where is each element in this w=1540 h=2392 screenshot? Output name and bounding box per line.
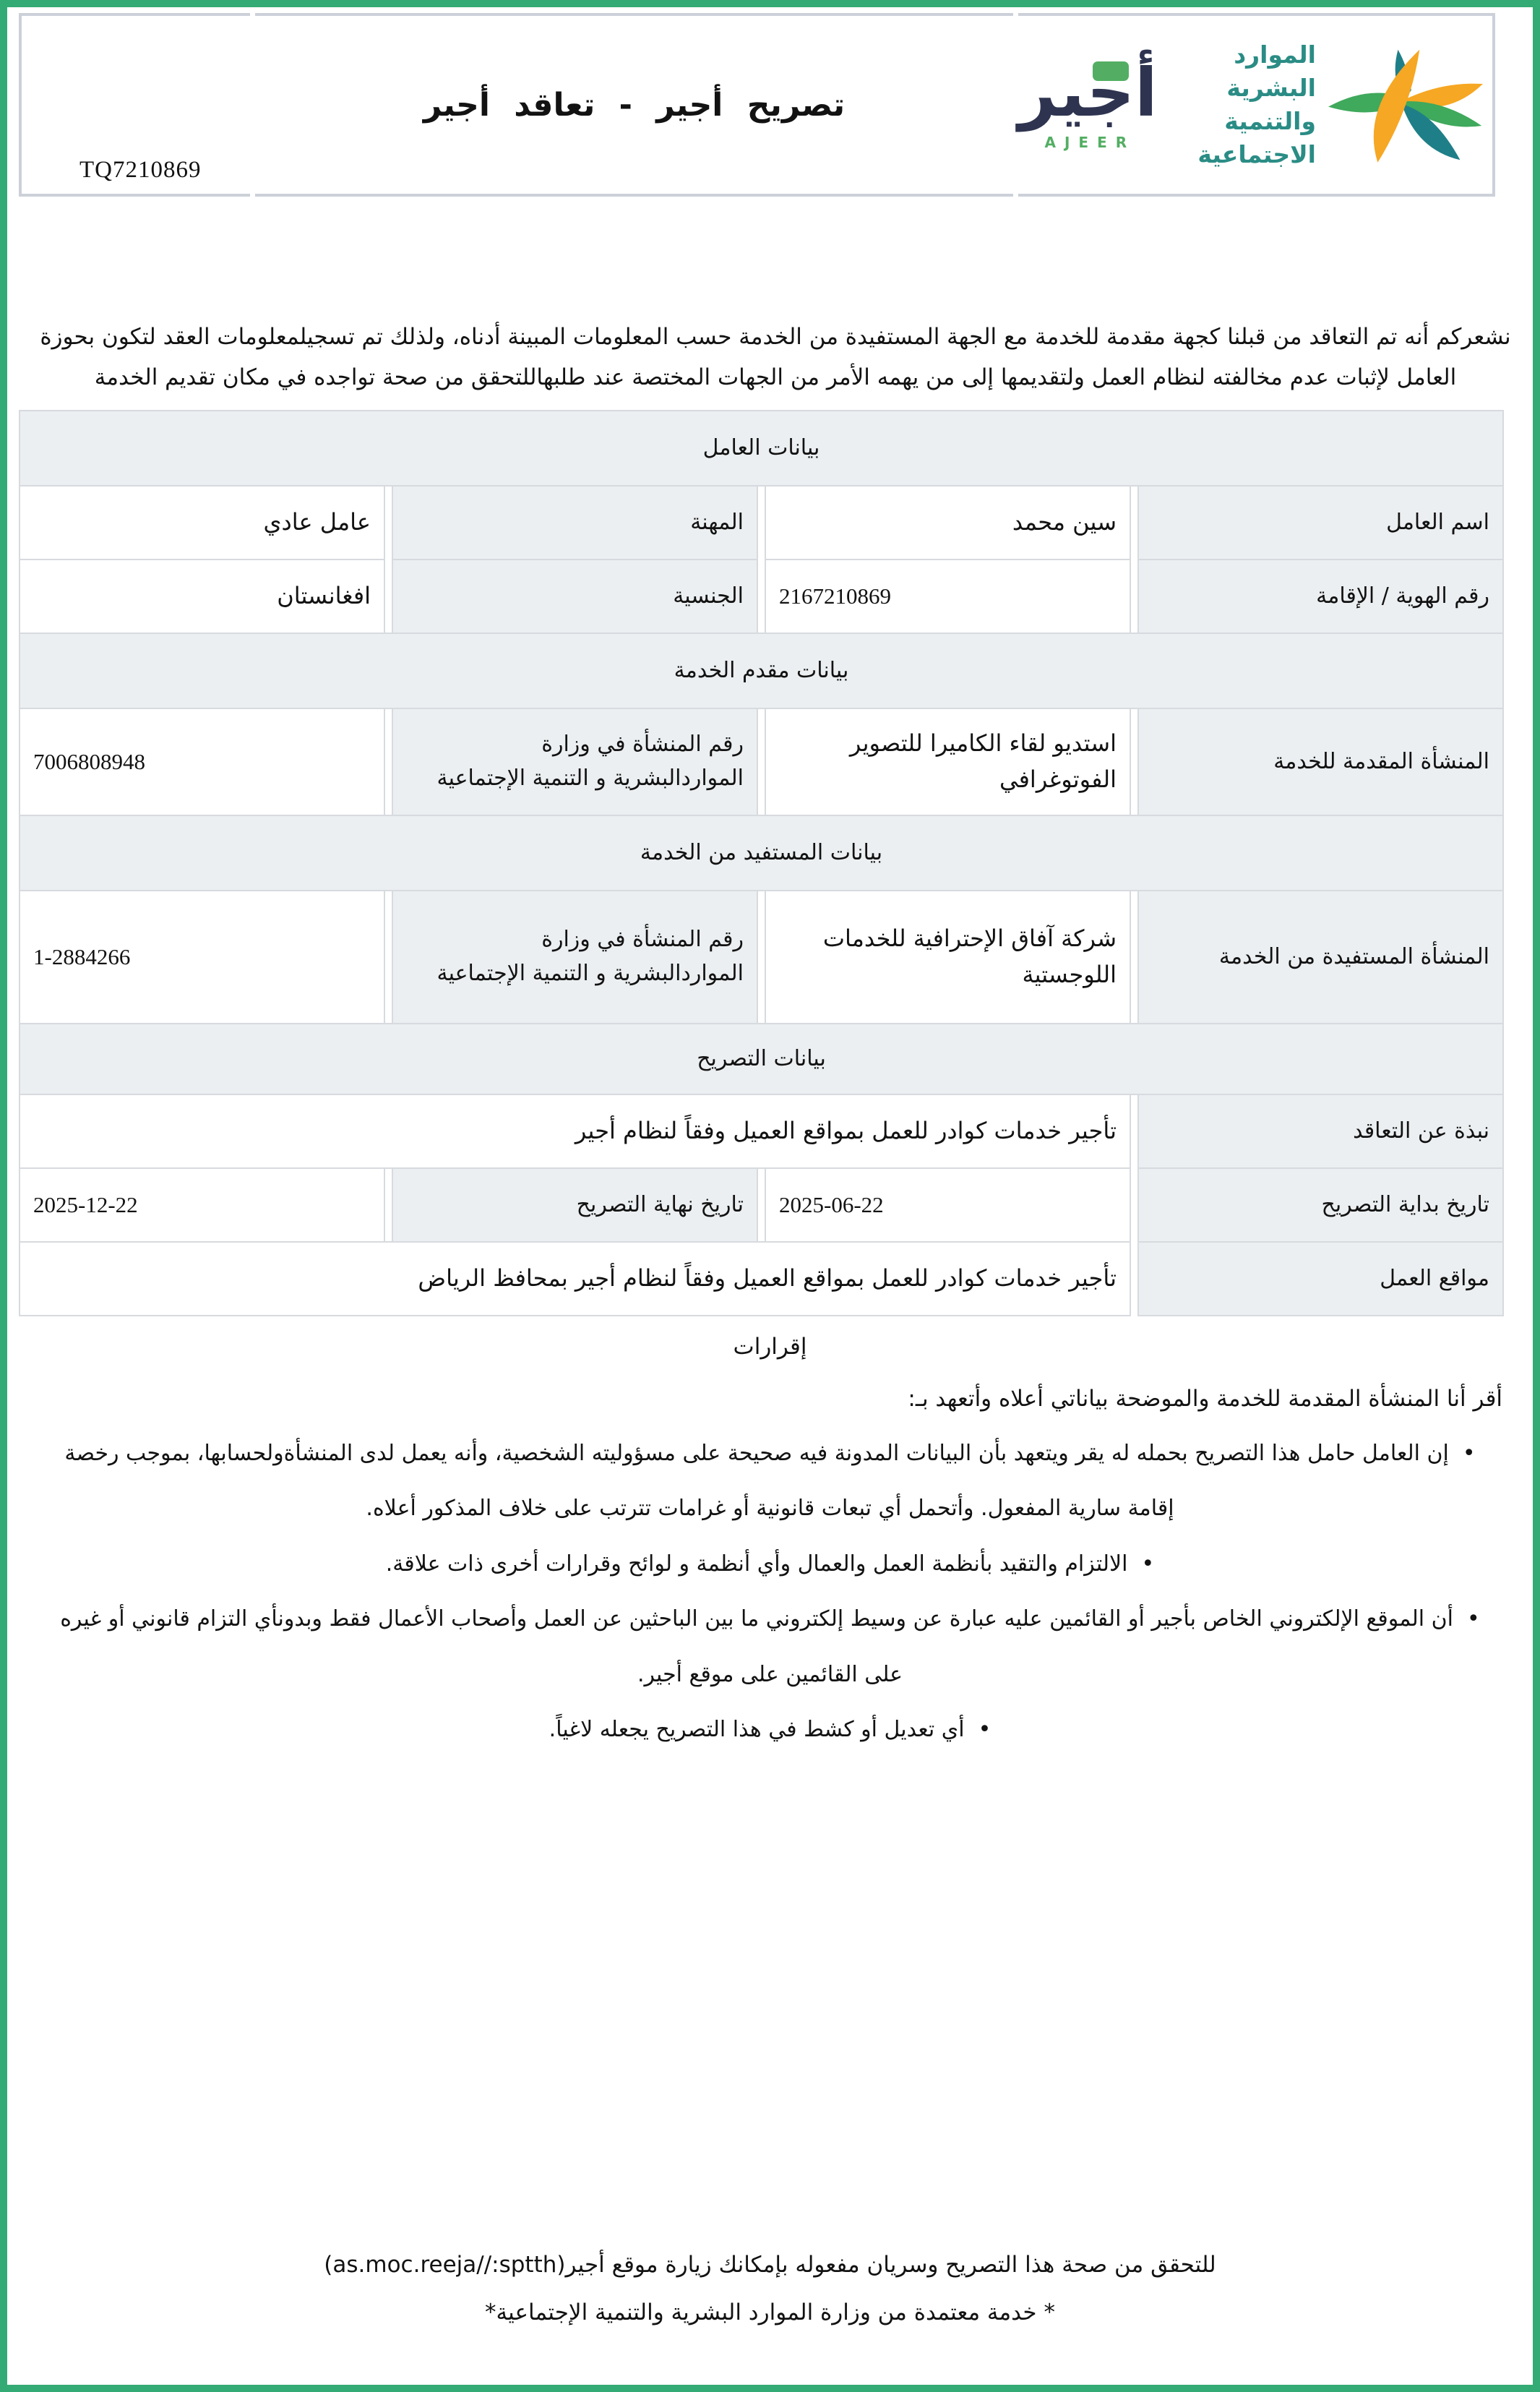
logos-box — [1018, 13, 1495, 197]
contract-summary-value: تأجير خدمات كوادر للعمل بمواقع العميل وفقاً لنظام أجير — [19, 1094, 1131, 1169]
section-header-provider: بيانات مقدم الخدمة — [19, 633, 1504, 709]
table-row-permit-dates — [19, 1167, 1504, 1243]
id-number-label: رقم الهوية / الإقامة — [1137, 559, 1504, 634]
beneficiary-mol-number-label: رقم المنشأة في وزارة المواردالبشرية و التنمية الإجتماعية — [392, 890, 758, 1024]
provider-establishment-label: المنشأة المقدمة للخدمة — [1137, 708, 1504, 816]
section-worker — [19, 410, 1504, 486]
declaration-item: • أن الموقع الإلكتروني الخاص بأجير أو القائمين عليه عبارة عن وسيط إلكتروني ما بين الباحثين عن العمل وأصحاب الأعمال فقط وبدونأي التزام قانوني أو غيره على القائمين على موقع أجير. — [58, 1592, 1482, 1702]
table-row-worker-name — [19, 485, 1504, 560]
beneficiary-establishment-value: شركة آفاق الإحترافية للخدمات اللوجستية — [765, 890, 1131, 1024]
permit-data-table — [19, 410, 1504, 1316]
permit-code: TQ7210869 — [79, 157, 202, 183]
nationality-label: الجنسية — [392, 559, 758, 634]
provider-establishment-value: استديو لقاء الكاميرا للتصوير الفوتوغرافي — [765, 708, 1131, 816]
worker-name-value: سين محمد — [765, 485, 1131, 560]
id-number-value: 2167210869 — [765, 559, 1131, 634]
declaration-item: • الالتزام والتقيد بأنظمة العمل والعمال وأي أنظمة و لوائح وقرارات أخرى ذات علاقة. — [58, 1537, 1482, 1592]
section-provider — [19, 633, 1504, 709]
provider-mol-number-value: 7006808948 — [19, 708, 385, 816]
declarations-title: إقرارات — [733, 1333, 807, 1360]
table-row-provider — [19, 708, 1504, 816]
profession-label: المهنة — [392, 485, 758, 560]
provider-mol-number-label: رقم المنشأة في وزارة المواردالبشرية و التنمية الإجتماعية — [392, 708, 758, 816]
section-header-permit: بيانات التصريح — [19, 1023, 1504, 1095]
permit-end-date-value: 2025-12-22 — [19, 1167, 385, 1243]
section-beneficiary — [19, 815, 1504, 891]
permit-start-date-label: تاريخ بداية التصريح — [1137, 1167, 1504, 1243]
footer-verification-note: للتحقق من صحة هذا التصريح وسريان مفعوله بإمكانك زيارة موقع أجير(as.moc.reeja//:sptth) — [324, 2252, 1216, 2278]
ministry-name-line1: الموارد البشرية — [1226, 40, 1316, 102]
ajeer-wordmark-arabic: أجير — [1018, 53, 1158, 132]
table-row-work-locations — [19, 1241, 1504, 1316]
section-header-beneficiary: بيانات المستفيد من الخدمة — [19, 815, 1504, 891]
declaration-item: • إن العامل حامل هذا التصريح بحمله له يقر ويتعهد بأن البيانات المدونة فيه صحيحة على مسؤوليته الشخصية، وأنه يعمل لدى المنشأةولحسابها، بموجب رخصة إقامة سارية المفعول. وأتحمل أي تبعات قانونية أو غرامات تترتب على خلاف المذكور أعلاه. — [58, 1426, 1482, 1537]
beneficiary-mol-number-value: 1-2884266 — [19, 890, 385, 1024]
section-permit — [19, 1023, 1504, 1095]
document-header — [19, 13, 1495, 197]
nationality-value: افغانستان — [19, 559, 385, 634]
ajeer-wordmark-latin: AJEER — [1044, 134, 1136, 152]
section-header-worker: بيانات العامل — [19, 410, 1504, 486]
profession-value: عامل عادي — [19, 485, 385, 560]
table-row-beneficiary — [19, 890, 1504, 1024]
worker-name-label: اسم العامل — [1137, 485, 1504, 560]
declarations-list — [58, 1426, 1482, 1758]
permit-end-date-label: تاريخ نهاية التصريح — [392, 1167, 758, 1243]
page-title: تصريح أجير - تعاقد أجير — [423, 86, 846, 124]
permit-code-box — [19, 13, 250, 197]
table-row-worker-id — [19, 559, 1504, 634]
declarations-intro: أقر أنا المنشأة المقدمة للخدمة والموضحة بياناتي أعلاه وأتعهد بـ: — [908, 1385, 1502, 1412]
beneficiary-establishment-label: المنشأة المستفيدة من الخدمة — [1137, 890, 1504, 1024]
declaration-item: • أي تعديل أو كشط في هذا التصريح يجعله لاغياً. — [58, 1702, 1482, 1758]
footer-approved-note: * خدمة معتمدة من وزارة الموارد البشرية والتنمية الإجتماعية* — [485, 2299, 1055, 2325]
intro-paragraph: نشعركم أنه تم التعاقد من قبلنا كجهة مقدمة للخدمة مع الجهة المستفيدة من الخدمة حسب المعلومات المبينة أدناه، ولذلك تم تسجيلمعلومات العقد لتكون بحوزة العامل لإثبات عدم مخالفته لنظام العمل ولتقديمها إلى من يهمه الأمر من الجهات المختصة عند طلبهاللتحقق من صحة تواجده في مكان تقديم الخدمة — [40, 324, 1511, 391]
title-box — [255, 13, 1013, 197]
work-locations-label: مواقع العمل — [1137, 1241, 1504, 1316]
ministry-name-line2: والتنمية الاجتماعية — [1197, 107, 1316, 169]
contract-summary-label: نبذة عن التعاقد — [1137, 1094, 1504, 1169]
ministry-palm-star-icon — [1323, 44, 1488, 166]
work-locations-value: تأجير خدمات كوادر للعمل بمواقع العميل وفقاً لنظام أجير بمحافظ الرياض — [19, 1241, 1131, 1316]
ajeer-logo — [1018, 53, 1158, 152]
ministry-wordmark — [1182, 38, 1316, 172]
document-footer — [7, 2252, 1533, 2385]
table-row-contract-summary — [19, 1094, 1504, 1169]
permit-start-date-value: 2025-06-22 — [765, 1167, 1131, 1243]
